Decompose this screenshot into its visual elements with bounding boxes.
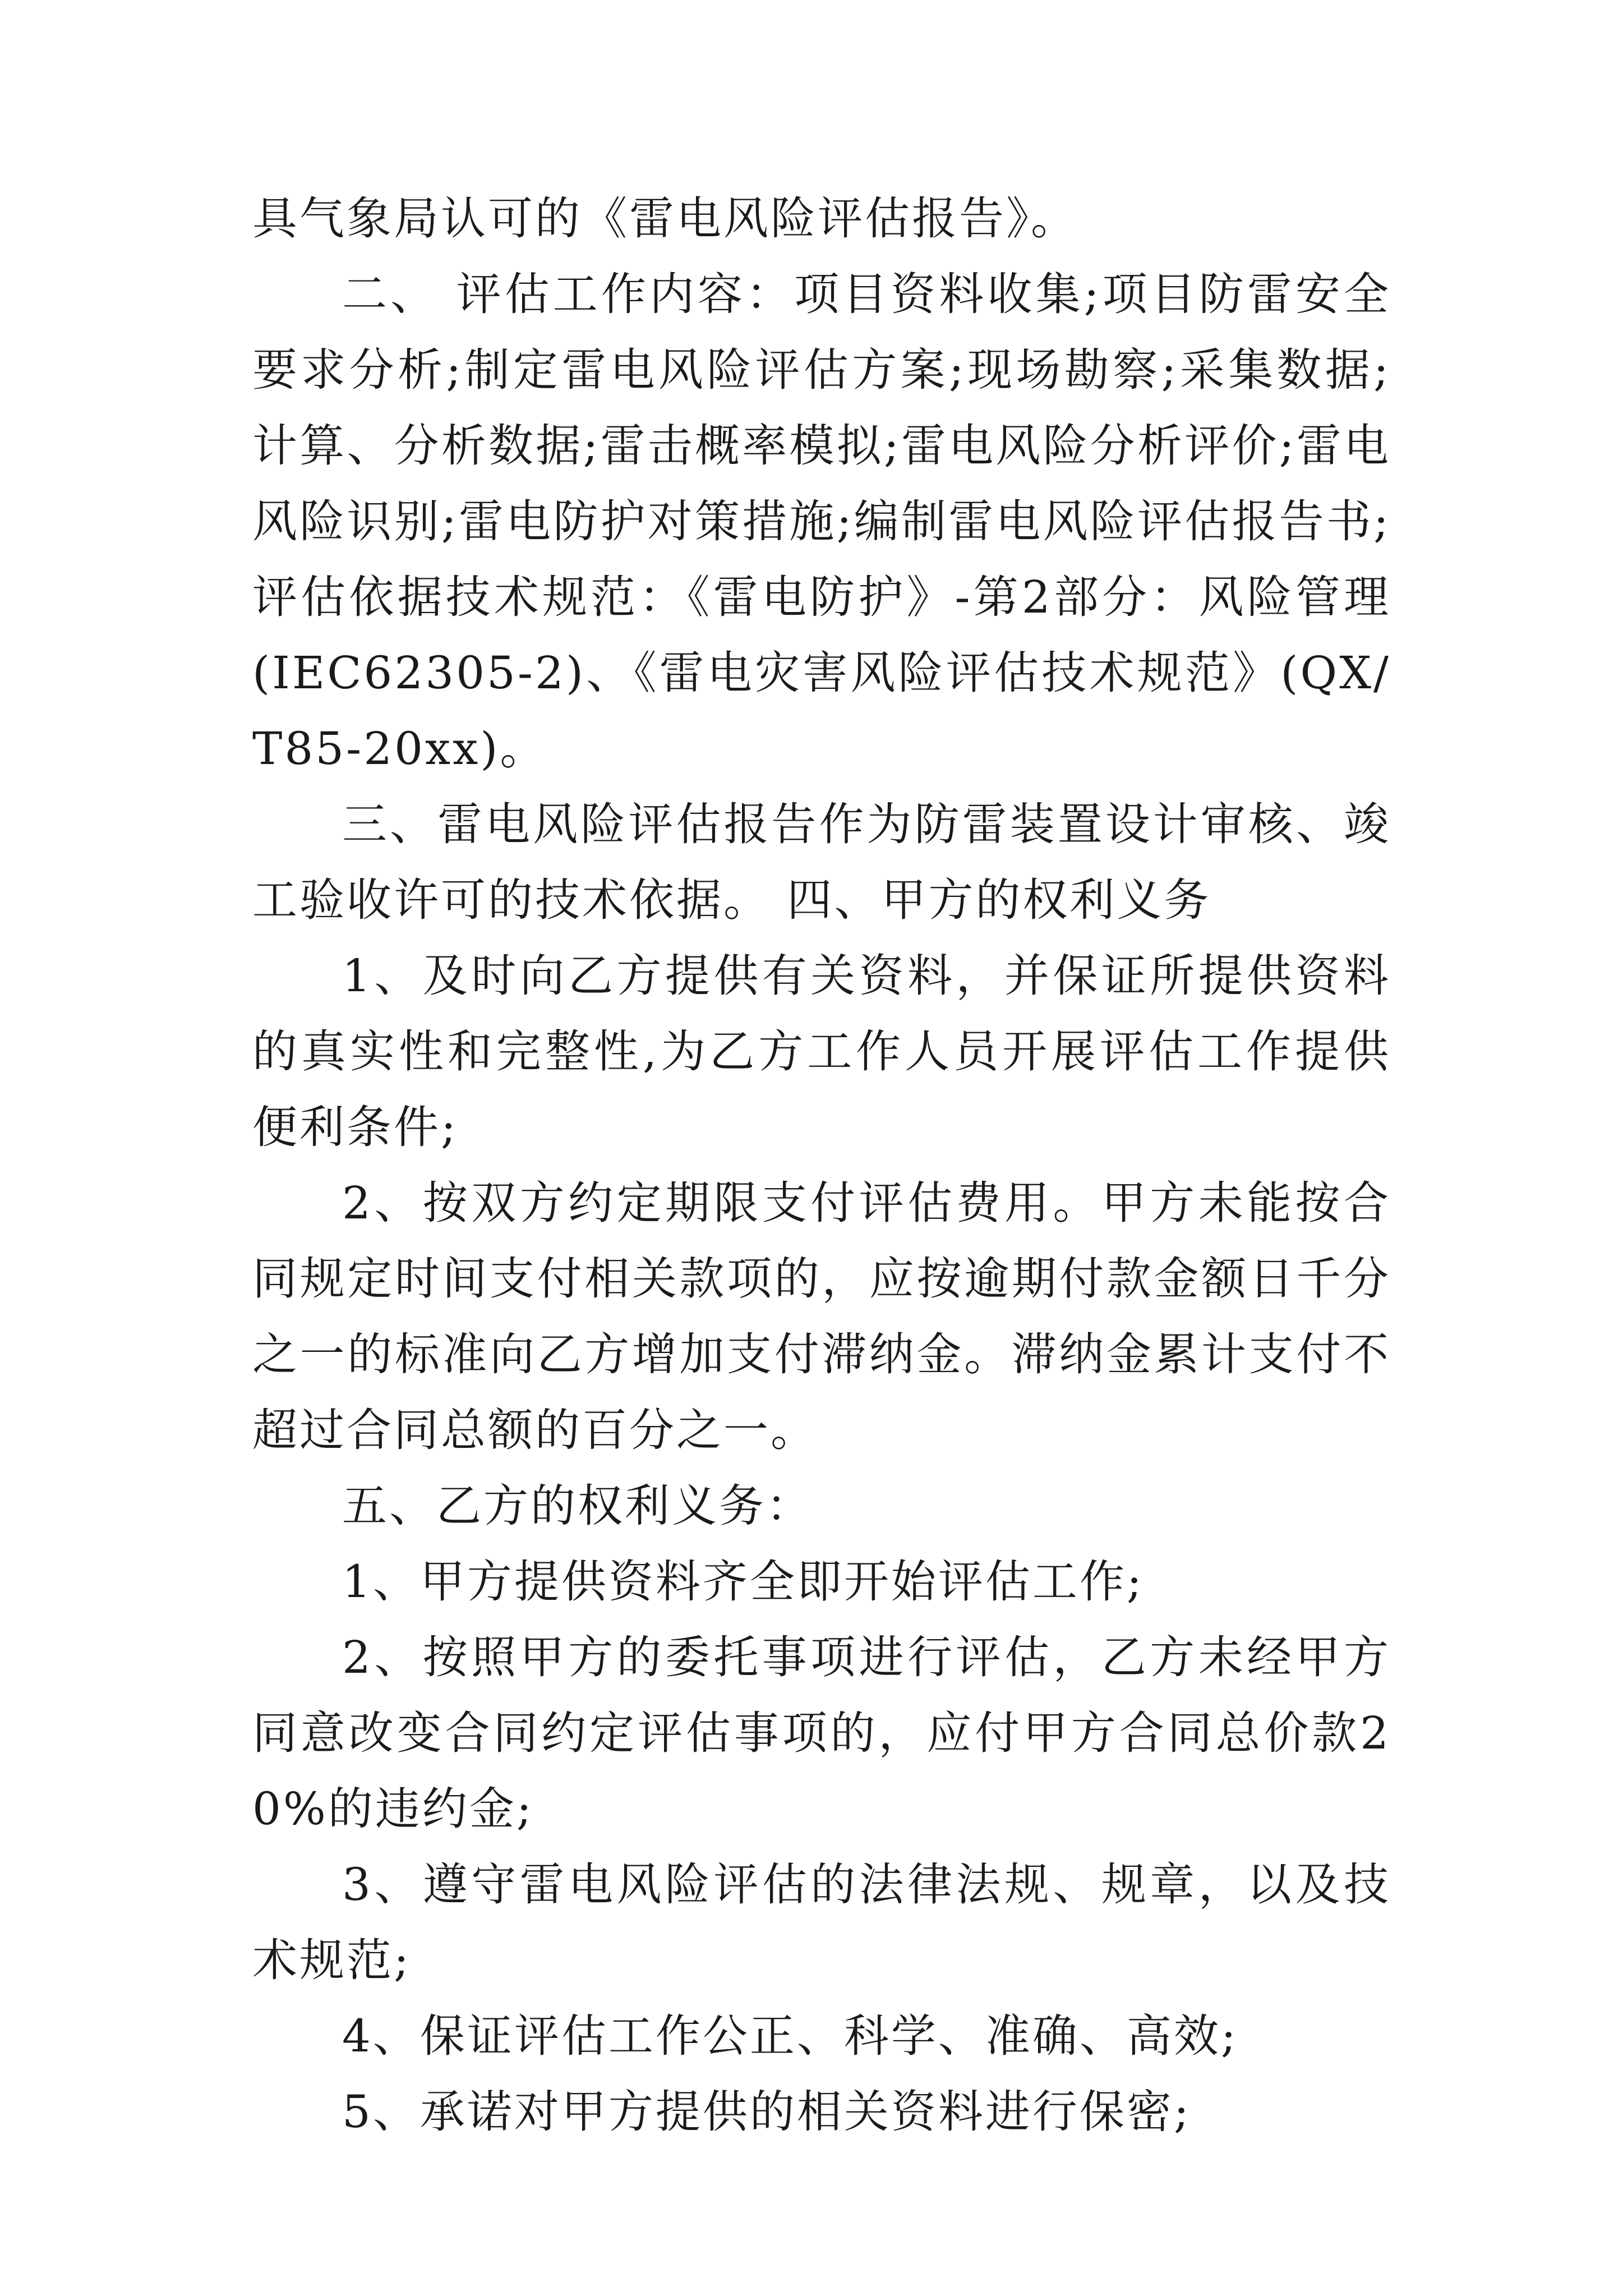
paragraph-party-a-item-2: 2、按双方约定期限支付评估费用。甲方未能按合同规定时间支付相关款项的，应按逾期付款金额日千分之一的标准向乙方增加支付滞纳金。滞纳金累计支付不超过合同总额的百分之一。 bbox=[252, 1177, 1391, 1456]
paragraph-party-b-item-1: 1、甲方提供资料齐全即开始评估工作; bbox=[342, 1556, 1144, 1608]
paragraph-party-a-item-1: 1、及时向乙方提供有关资料，并保证所提供资料的真实性和完整性,为乙方工作人员开展评估工作提供便利条件; bbox=[252, 950, 1391, 1153]
paragraph-party-b-item-4: 4、保证评估工作公正、科学、准确、高效; bbox=[342, 2010, 1238, 2062]
paragraph-party-b-item-3: 3、遵守雷电风险评估的法律法规、规章，以及技术规范; bbox=[252, 1858, 1391, 1986]
paragraph-section-3-4: 三、雷电风险评估报告作为防雷装置设计审核、竣工验收许可的技术依据。 四、甲方的权利义务 bbox=[252, 798, 1391, 926]
paragraph-section-2-work-content: 二、 评估工作内容：项目资料收集;项目防雷安全要求分析;制定雷电风险评估方案;现场勘察;采集数据;计算、分析数据;雷击概率模拟;雷电风险分析评价;雷电风险识别;雷电防护对策措施;编制雷电风险评估报告书;评估依据技术规范：《雷电防护》-第2部分：风险管理(IEC62305-2)、《雷电灾害风险评估技术规范》(QX/T85-20xx)。 bbox=[252, 268, 1391, 775]
paragraph-party-b-item-2: 2、按照甲方的委托事项进行评估，乙方未经甲方同意改变合同约定评估事项的，应付甲方合同总价款20%的违约金; bbox=[252, 1631, 1391, 1835]
paragraph-section-5-heading: 五、乙方的权利义务： bbox=[342, 1480, 813, 1532]
document-body bbox=[252, 181, 1391, 2150]
paragraph-intro-continuation: 具气象局认可的《雷电风险评估报告》。 bbox=[252, 192, 1078, 245]
paragraph-party-b-item-5: 5、承诺对甲方提供的相关资料进行保密; bbox=[342, 2086, 1191, 2138]
